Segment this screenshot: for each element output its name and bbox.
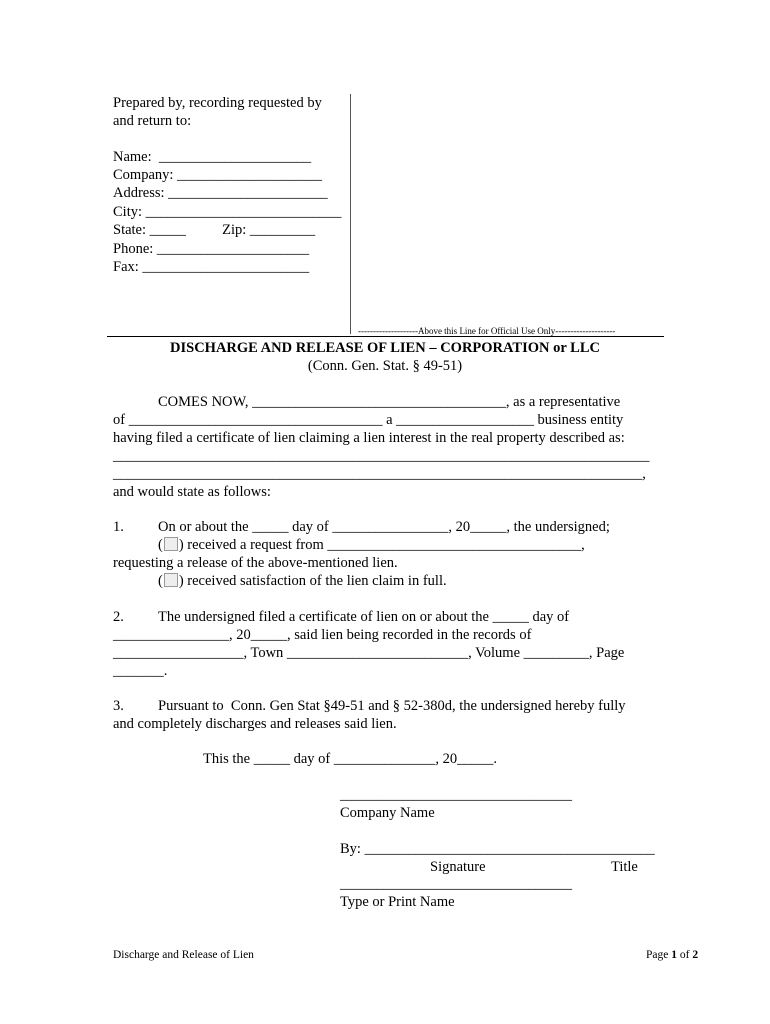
item-2-number: 2.: [113, 609, 124, 625]
company-field[interactable]: Company: ____________________: [113, 167, 323, 183]
footer-document-name: Discharge and Release of Lien: [113, 949, 254, 961]
item-2-line-2: ________________, 20_____, said lien being recorded in the records of: [113, 627, 532, 643]
signature-by-line[interactable]: By: ________________________________________: [340, 841, 655, 857]
page-of: of: [676, 949, 693, 961]
item-3-number: 3.: [113, 698, 124, 714]
company-name-line[interactable]: ________________________________: [340, 787, 572, 803]
property-description-line-2[interactable]: _________________________________________________________________________,: [113, 466, 646, 482]
document-title: DISCHARGE AND RELEASE OF LIEN – CORPORATION or LLC: [170, 340, 600, 356]
signature-label: Signature: [430, 859, 486, 875]
property-description-line-1[interactable]: __________________________________________________________________________: [113, 448, 650, 464]
page-prefix: Page: [646, 949, 672, 961]
request-checkbox[interactable]: [164, 537, 178, 551]
item-2-line-4: _______.: [113, 663, 168, 679]
print-name-line[interactable]: ________________________________: [340, 876, 572, 892]
phone-field[interactable]: Phone: _____________________: [113, 241, 310, 257]
item-1-line-1: On or about the _____ day of ________________, 20_____, the undersigned;: [158, 519, 610, 535]
satisfaction-text: ) received satisfaction of the lien claim in full.: [178, 573, 447, 589]
state-zip-field[interactable]: State: _____ Zip: _________: [113, 222, 316, 238]
item-1-option-request: [158, 536, 585, 554]
document-subtitle: (Conn. Gen. Stat. § 49-51): [307, 358, 463, 374]
item-1-line-3: requesting a release of the above-mentioned lien.: [113, 555, 398, 571]
recording-divider-horizontal: [107, 336, 664, 337]
print-name-label: Type or Print Name: [340, 894, 455, 910]
page-total: 2: [692, 949, 699, 961]
address-field[interactable]: Address: ______________________: [113, 185, 328, 201]
fax-field[interactable]: Fax: _______________________: [113, 259, 310, 275]
open-paren: (: [158, 537, 163, 553]
item-2-line-3: __________________, Town _________________________, Volume _________, Page: [113, 645, 625, 661]
comes-now-line: COMES NOW, ___________________________________, as a representative: [158, 394, 621, 410]
request-text: ) received a request from ___________________________________,: [178, 537, 585, 553]
company-name-label: Company Name: [340, 805, 435, 821]
date-line: This the _____ day of ______________, 20_____.: [203, 751, 498, 767]
return-to-label: and return to:: [113, 113, 192, 129]
official-use-label: --------------------Above this Line for Official Use Only--------------------: [358, 326, 616, 336]
lien-filed-line: having filed a certificate of lien claiming a lien interest in the real property described as:: [113, 430, 625, 446]
satisfaction-checkbox[interactable]: [164, 573, 178, 587]
open-paren: (: [158, 573, 163, 589]
page-number: [646, 949, 698, 961]
state-as-follows: and would state as follows:: [113, 484, 271, 500]
title-label: Title: [611, 859, 638, 875]
name-field[interactable]: Name: _____________________: [113, 149, 312, 165]
item-1-option-satisfaction: [158, 572, 447, 590]
page-current: 1: [671, 949, 677, 961]
item-3-line-2: and completely discharges and releases said lien.: [113, 716, 397, 732]
item-1-number: 1.: [113, 519, 124, 535]
item-2-line-1: The undersigned filed a certificate of lien on or about the _____ day of: [158, 609, 570, 625]
city-field[interactable]: City: ___________________________: [113, 204, 342, 220]
recording-divider-vertical: [350, 94, 351, 334]
entity-line: of ___________________________________ a ___________________ business entity: [113, 412, 624, 428]
item-3-line-1: Pursuant to Conn. Gen Stat §49-51 and § 52-380d, the undersigned hereby fully: [158, 698, 626, 714]
prepared-by-label: Prepared by, recording requested by: [113, 95, 322, 111]
